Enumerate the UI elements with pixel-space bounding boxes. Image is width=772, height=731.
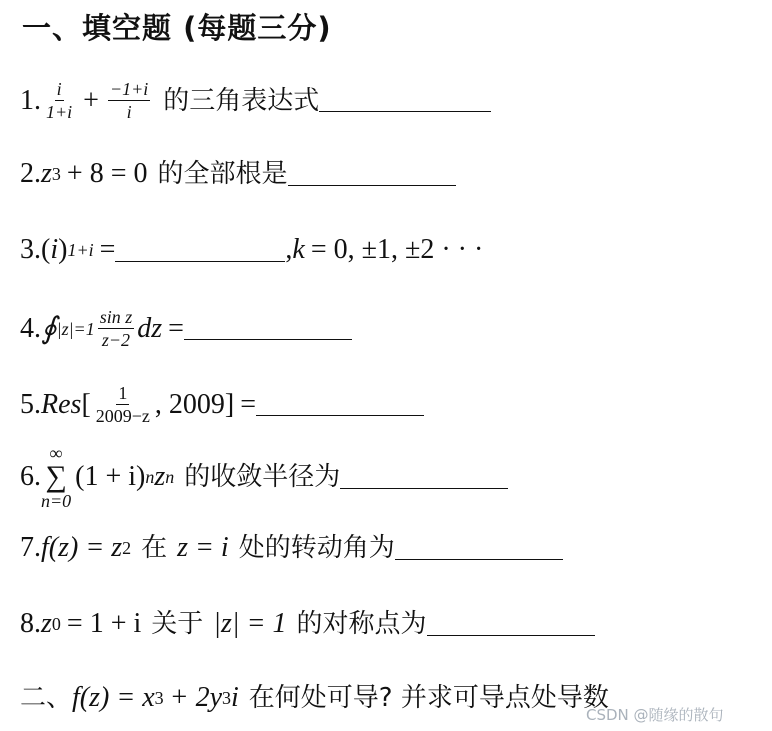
q3-close-paren: ) bbox=[58, 234, 68, 265]
q7-condition: z = i bbox=[177, 532, 229, 563]
question-2 bbox=[20, 160, 456, 188]
q5-equals: = bbox=[240, 388, 257, 420]
q6-answer-blank bbox=[340, 466, 508, 489]
question-part-2 bbox=[20, 684, 609, 712]
question-8 bbox=[20, 610, 595, 638]
q6-exponent-1: n bbox=[145, 467, 155, 487]
q1-frac1-numerator: i bbox=[56, 79, 62, 99]
q5-answer-blank bbox=[256, 393, 424, 416]
q3-prefix: 3.( bbox=[20, 234, 51, 265]
part2-prefix: 二、 bbox=[20, 683, 73, 713]
q3-exponent: 1+i bbox=[67, 240, 94, 260]
q6-z-variable: z bbox=[154, 461, 166, 492]
q3-equals: = bbox=[99, 234, 116, 265]
q2-exponent: 3 bbox=[51, 164, 61, 184]
q8-number: 8. bbox=[20, 608, 41, 639]
q4-equals: = bbox=[168, 312, 184, 344]
q4-contour-integral-symbol: ∮ bbox=[41, 311, 57, 345]
q8-text-1: 关于 bbox=[151, 609, 204, 639]
question-1 bbox=[20, 80, 491, 121]
q4-integral-subscript: |z|=1 bbox=[56, 318, 95, 339]
q2-answer-blank bbox=[288, 163, 456, 186]
part2-exponent-2: 3 bbox=[222, 688, 231, 708]
q2-number: 2. bbox=[20, 158, 41, 189]
q2-variable: z bbox=[41, 158, 52, 189]
q3-k-values: = 0, ±1, ±2 · · · bbox=[310, 234, 484, 265]
q3-answer-blank bbox=[115, 239, 285, 262]
q7-number: 7. bbox=[20, 532, 41, 563]
q2-equation: + 8 = 0 bbox=[66, 158, 148, 189]
q8-answer-blank bbox=[427, 613, 595, 636]
q6-exponent-2: n bbox=[165, 467, 175, 487]
csdn-watermark: CSDN @随缘的散句 bbox=[586, 706, 724, 724]
q3-comma: , bbox=[285, 234, 293, 265]
q8-z-variable: z bbox=[41, 608, 52, 639]
q8-equation: = 1 + i bbox=[66, 608, 142, 639]
q6-sum-symbol: ∑ bbox=[45, 460, 67, 493]
q5-number: 5. bbox=[20, 388, 41, 420]
q8-subscript: 0 bbox=[51, 614, 61, 634]
q4-frac-denominator: z−2 bbox=[101, 330, 131, 350]
q1-number: 1. bbox=[20, 84, 41, 116]
q4-fraction bbox=[98, 308, 135, 349]
q7-text-2: 处的转动角为 bbox=[238, 533, 395, 563]
part2-exponent-1: 3 bbox=[154, 688, 164, 708]
question-6 bbox=[20, 444, 508, 510]
part2-lhs: f(z) = x bbox=[72, 682, 155, 713]
q1-fraction-2 bbox=[108, 80, 150, 121]
q5-frac-denominator: 2009−z bbox=[95, 406, 150, 426]
q8-text-2: 的对称点为 bbox=[296, 609, 427, 639]
q2-text: 的全部根是 bbox=[157, 159, 288, 189]
part2-i-variable: i bbox=[231, 682, 239, 713]
q7-exponent: 2 bbox=[122, 538, 132, 558]
q1-fraction-1 bbox=[44, 80, 74, 121]
q7-text-1: 在 bbox=[141, 533, 168, 563]
q5-mid: , 2009] bbox=[154, 388, 235, 420]
q8-condition: |z| = 1 bbox=[213, 608, 287, 639]
q6-text: 的收敛半径为 bbox=[184, 462, 341, 492]
q6-summation bbox=[41, 444, 71, 510]
q4-number: 4. bbox=[20, 312, 41, 344]
question-4 bbox=[20, 308, 352, 349]
q6-number: 6. bbox=[20, 461, 41, 492]
question-5 bbox=[20, 384, 424, 425]
q5-res: Res bbox=[41, 388, 82, 420]
q5-frac-numerator: 1 bbox=[118, 383, 128, 403]
q1-answer-blank bbox=[319, 89, 491, 112]
q1-frac2-denominator: i bbox=[126, 102, 132, 122]
q3-variable: i bbox=[50, 234, 59, 265]
q4-frac-numerator: sin z bbox=[99, 307, 133, 327]
q6-expression: (1 + i) bbox=[75, 461, 146, 492]
section-heading: 一、填空题 (每题三分) bbox=[22, 11, 332, 45]
part2-text: 在何处可导? 并求可导点处导数 bbox=[248, 683, 609, 713]
q3-k-variable: k bbox=[292, 234, 305, 265]
q6-sum-upper: ∞ bbox=[49, 443, 63, 463]
q7-lhs: f(z) = z bbox=[41, 532, 123, 563]
question-3 bbox=[20, 236, 483, 264]
q1-frac2-numerator: −1+i bbox=[109, 79, 149, 99]
q5-open-bracket: [ bbox=[81, 388, 91, 420]
q1-text: 的三角表达式 bbox=[163, 85, 320, 116]
part2-mid: + 2y bbox=[169, 682, 222, 713]
q4-answer-blank bbox=[184, 317, 352, 340]
q1-plus: + bbox=[83, 84, 99, 116]
q7-answer-blank bbox=[395, 537, 563, 560]
q5-fraction bbox=[94, 384, 152, 425]
q6-sum-lower: n=0 bbox=[41, 491, 72, 511]
q4-dz: dz bbox=[137, 312, 163, 344]
q1-frac1-denominator: 1+i bbox=[46, 102, 73, 122]
question-7 bbox=[20, 534, 563, 562]
